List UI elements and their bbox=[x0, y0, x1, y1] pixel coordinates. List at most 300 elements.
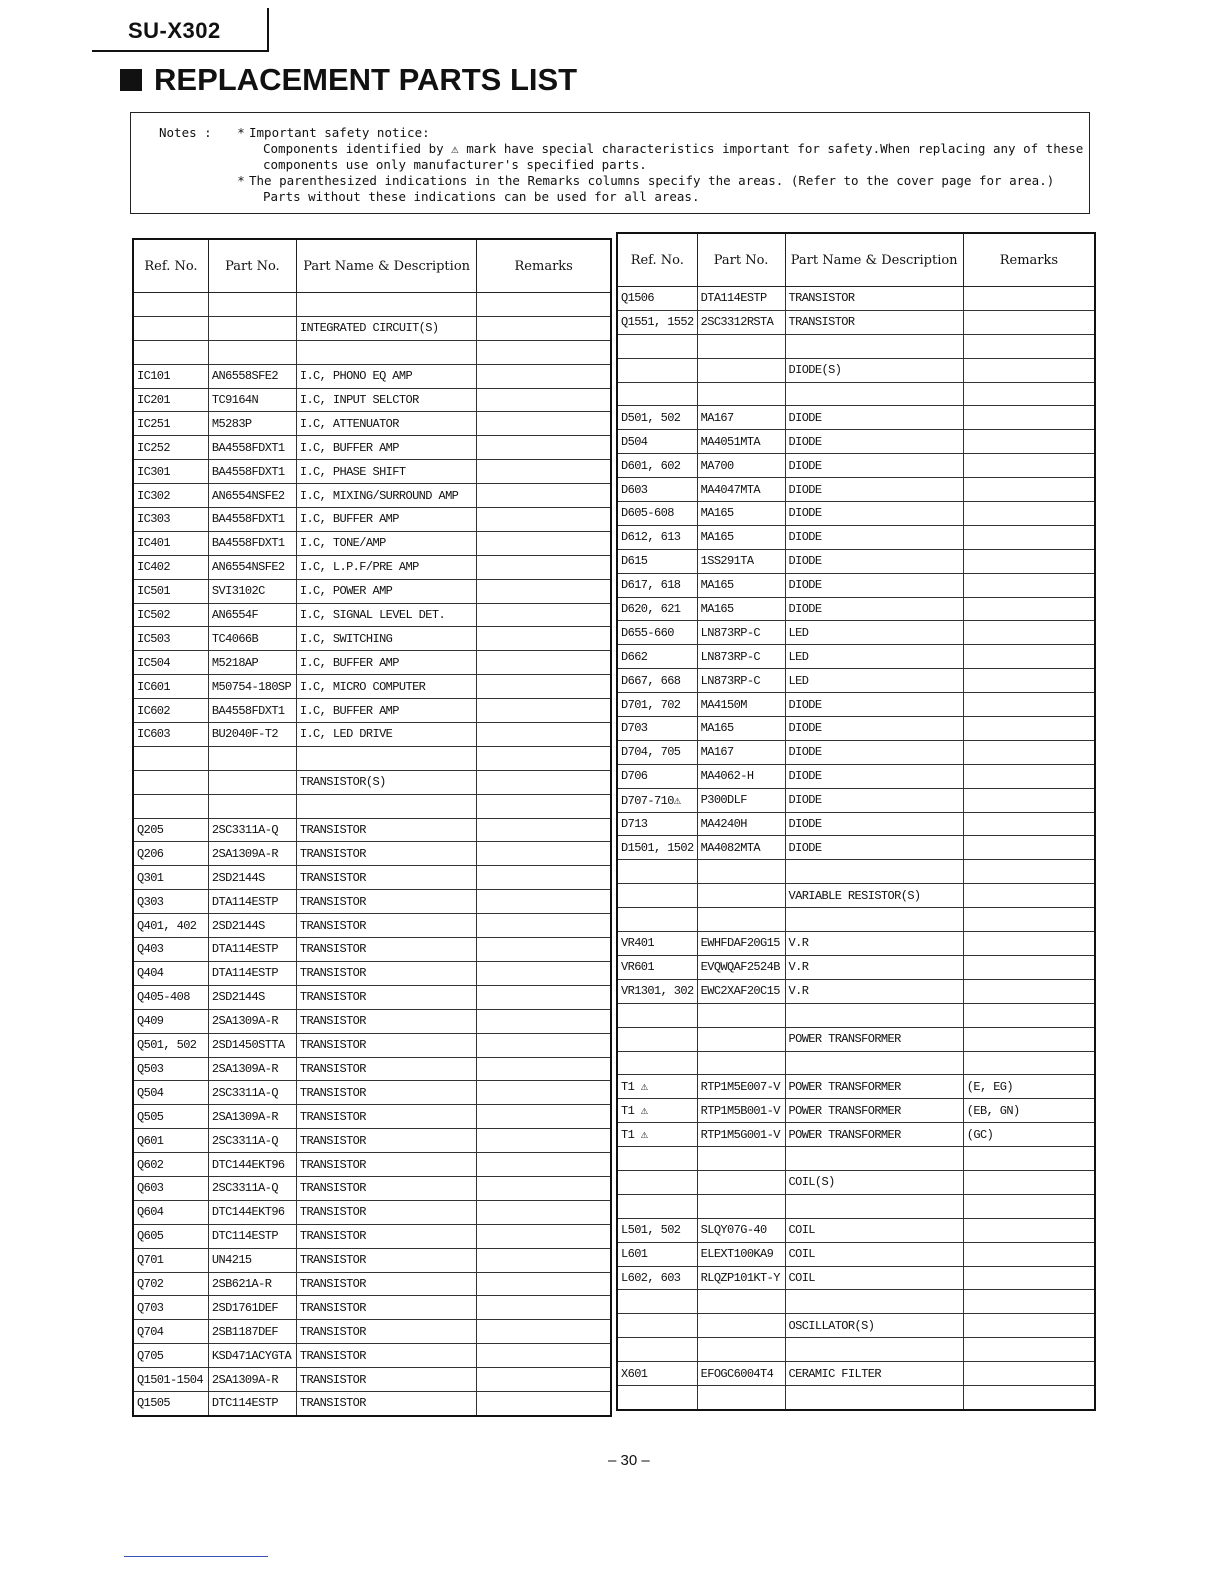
ref-no-cell: Q401, 402 bbox=[133, 914, 208, 938]
ref-no-cell bbox=[617, 1170, 697, 1194]
table-row bbox=[617, 1266, 1095, 1290]
table-row bbox=[133, 1296, 611, 1320]
part-no-cell bbox=[208, 340, 296, 364]
table-row bbox=[617, 932, 1095, 956]
remarks-cell bbox=[477, 746, 611, 770]
part-name-cell: TRANSISTOR bbox=[296, 1344, 477, 1368]
table-row bbox=[617, 454, 1095, 478]
ref-no-cell: Q1501-1504 bbox=[133, 1368, 208, 1392]
part-name-cell: LED bbox=[785, 645, 963, 669]
table-row bbox=[617, 669, 1095, 693]
part-name-cell bbox=[296, 293, 477, 317]
part-no-cell: MA4150M bbox=[697, 693, 785, 717]
table-row bbox=[617, 478, 1095, 502]
part-name-cell: I.C, BUFFER AMP bbox=[296, 508, 477, 532]
part-no-cell bbox=[697, 1338, 785, 1362]
part-no-cell bbox=[697, 1051, 785, 1075]
part-no-cell bbox=[208, 746, 296, 770]
table-row bbox=[617, 358, 1095, 382]
ref-no-cell: D667, 668 bbox=[617, 669, 697, 693]
part-no-cell bbox=[697, 1027, 785, 1051]
remarks-cell bbox=[477, 1391, 611, 1415]
remarks-cell bbox=[963, 287, 1095, 311]
page-title bbox=[120, 62, 577, 98]
ref-no-cell: Q206 bbox=[133, 842, 208, 866]
ref-no-cell: IC301 bbox=[133, 460, 208, 484]
ref-no-cell bbox=[617, 1027, 697, 1051]
ref-no-cell: D1501, 1502 bbox=[617, 836, 697, 860]
part-name-cell: I.C, PHASE SHIFT bbox=[296, 460, 477, 484]
remarks-cell bbox=[477, 1272, 611, 1296]
part-no-cell bbox=[697, 860, 785, 884]
ref-no-cell: T1 ⚠ bbox=[617, 1099, 697, 1123]
ref-no-cell bbox=[133, 293, 208, 317]
remarks-cell bbox=[477, 1153, 611, 1177]
part-no-cell bbox=[697, 334, 785, 358]
remarks-cell bbox=[963, 1266, 1095, 1290]
part-no-cell bbox=[697, 1170, 785, 1194]
part-name-cell: TRANSISTOR bbox=[296, 1153, 477, 1177]
table-row bbox=[617, 740, 1095, 764]
part-name-cell: LED bbox=[785, 669, 963, 693]
remarks-cell bbox=[963, 597, 1095, 621]
part-name-cell: TRANSISTOR bbox=[296, 1391, 477, 1415]
part-name-cell: TRANSISTOR bbox=[296, 1320, 477, 1344]
ref-no-cell: D615 bbox=[617, 549, 697, 573]
part-no-cell bbox=[208, 316, 296, 340]
remarks-cell bbox=[963, 764, 1095, 788]
part-name-cell: TRANSISTOR bbox=[296, 961, 477, 985]
ref-no-cell bbox=[617, 382, 697, 406]
ref-no-cell: D703 bbox=[617, 717, 697, 741]
part-name-cell bbox=[785, 1003, 963, 1027]
ref-no-cell: Q704 bbox=[133, 1320, 208, 1344]
remarks-cell bbox=[477, 1009, 611, 1033]
part-no-cell: MA4082MTA bbox=[697, 836, 785, 860]
remarks-cell bbox=[963, 310, 1095, 334]
part-no-cell: AN6558SFE2 bbox=[208, 364, 296, 388]
header-remarks: Remarks bbox=[963, 233, 1095, 287]
ref-no-cell: Q1551, 1552 bbox=[617, 310, 697, 334]
remarks-cell bbox=[963, 836, 1095, 860]
remarks-cell bbox=[963, 1338, 1095, 1362]
remarks-cell bbox=[963, 478, 1095, 502]
part-no-cell: MA167 bbox=[697, 740, 785, 764]
ref-no-cell bbox=[617, 1051, 697, 1075]
ref-no-cell bbox=[133, 770, 208, 794]
part-no-cell: MA700 bbox=[697, 454, 785, 478]
part-no-cell: TC9164N bbox=[208, 388, 296, 412]
ref-no-cell bbox=[617, 358, 697, 382]
part-no-cell: RTP1M5B001-V bbox=[697, 1099, 785, 1123]
table-row bbox=[133, 508, 611, 532]
ref-no-cell: VR401 bbox=[617, 932, 697, 956]
table-row bbox=[617, 812, 1095, 836]
ref-no-cell: Q703 bbox=[133, 1296, 208, 1320]
ref-no-cell: Q605 bbox=[133, 1224, 208, 1248]
ref-no-cell: IC251 bbox=[133, 412, 208, 436]
part-name-cell: I.C, MIXING/SURROUND AMP bbox=[296, 484, 477, 508]
table-row bbox=[617, 1170, 1095, 1194]
table-row bbox=[617, 1218, 1095, 1242]
ref-no-cell: Q601 bbox=[133, 1129, 208, 1153]
remarks-cell bbox=[963, 1147, 1095, 1171]
table-row bbox=[133, 1391, 611, 1415]
table-row bbox=[617, 860, 1095, 884]
part-no-cell: DTA114ESTP bbox=[697, 287, 785, 311]
part-no-cell bbox=[697, 382, 785, 406]
part-name-cell: TRANSISTOR bbox=[785, 287, 963, 311]
table-row bbox=[617, 287, 1095, 311]
remarks-cell bbox=[477, 866, 611, 890]
table-row bbox=[617, 382, 1095, 406]
part-name-cell: I.C, PHONO EQ AMP bbox=[296, 364, 477, 388]
part-name-cell: TRANSISTOR bbox=[296, 1057, 477, 1081]
remarks-cell bbox=[477, 603, 611, 627]
table-row bbox=[133, 484, 611, 508]
part-no-cell: 2SD1450STTA bbox=[208, 1033, 296, 1057]
ref-no-cell: D713 bbox=[617, 812, 697, 836]
part-name-cell bbox=[785, 1290, 963, 1314]
ref-no-cell bbox=[617, 1003, 697, 1027]
part-no-cell: MA4051MTA bbox=[697, 430, 785, 454]
part-no-cell: EFOGC6004T4 bbox=[697, 1362, 785, 1386]
part-no-cell: AN6554NSFE2 bbox=[208, 484, 296, 508]
table-row bbox=[133, 1105, 611, 1129]
part-name-cell: TRANSISTOR bbox=[296, 866, 477, 890]
table-row bbox=[133, 555, 611, 579]
ref-no-cell bbox=[617, 1338, 697, 1362]
remarks-cell bbox=[477, 890, 611, 914]
remarks-cell bbox=[477, 364, 611, 388]
ref-no-cell: Q505 bbox=[133, 1105, 208, 1129]
remarks-cell: (E, EG) bbox=[963, 1075, 1095, 1099]
table-row bbox=[133, 412, 611, 436]
table-row bbox=[617, 1385, 1095, 1409]
ref-no-cell: Q405-408 bbox=[133, 985, 208, 1009]
part-no-cell: MA4062-H bbox=[697, 764, 785, 788]
remarks-cell bbox=[477, 412, 611, 436]
part-no-cell: 2SC3311A-Q bbox=[208, 1081, 296, 1105]
part-name-cell: POWER TRANSFORMER bbox=[785, 1027, 963, 1051]
table-row bbox=[133, 1129, 611, 1153]
part-no-cell: MA4047MTA bbox=[697, 478, 785, 502]
part-name-cell: I.C, SIGNAL LEVEL DET. bbox=[296, 603, 477, 627]
ref-no-cell bbox=[133, 316, 208, 340]
ref-no-cell: IC252 bbox=[133, 436, 208, 460]
part-no-cell: 2SA1309A-R bbox=[208, 1368, 296, 1392]
remarks-cell bbox=[963, 788, 1095, 812]
part-name-cell: TRANSISTOR bbox=[296, 1272, 477, 1296]
ref-no-cell bbox=[617, 1194, 697, 1218]
parts-table-right bbox=[616, 232, 1096, 1411]
part-no-cell: UN4215 bbox=[208, 1248, 296, 1272]
part-no-cell bbox=[208, 794, 296, 818]
table-row bbox=[133, 603, 611, 627]
remarks-cell bbox=[963, 525, 1095, 549]
ref-no-cell: D617, 618 bbox=[617, 573, 697, 597]
table-row bbox=[133, 699, 611, 723]
table-row bbox=[617, 1099, 1095, 1123]
remarks-cell bbox=[963, 645, 1095, 669]
part-name-cell bbox=[296, 340, 477, 364]
part-name-cell: DIODE bbox=[785, 788, 963, 812]
ref-no-cell: IC502 bbox=[133, 603, 208, 627]
remarks-cell bbox=[477, 914, 611, 938]
part-name-cell: I.C, INPUT SELCTOR bbox=[296, 388, 477, 412]
ref-no-cell: D620, 621 bbox=[617, 597, 697, 621]
part-name-cell: TRANSISTOR bbox=[296, 914, 477, 938]
model-number: SU-X302 bbox=[128, 18, 221, 43]
ref-no-cell: X601 bbox=[617, 1362, 697, 1386]
remarks-cell bbox=[477, 460, 611, 484]
ref-no-cell: IC402 bbox=[133, 555, 208, 579]
ref-no-cell: Q504 bbox=[133, 1081, 208, 1105]
part-no-cell: LN873RP-C bbox=[697, 669, 785, 693]
part-name-cell: POWER TRANSFORMER bbox=[785, 1123, 963, 1147]
notes-line-2: Components identified by ⚠ mark have special characteristics important for safety.When replacing any of these bbox=[263, 141, 1084, 156]
page-number: – 30 – bbox=[608, 1452, 650, 1469]
header-part-name: Part Name & Description bbox=[785, 233, 963, 287]
table-row bbox=[617, 1242, 1095, 1266]
remarks-cell bbox=[963, 358, 1095, 382]
part-no-cell: MA165 bbox=[697, 717, 785, 741]
table-row bbox=[133, 1057, 611, 1081]
remarks-cell bbox=[477, 340, 611, 364]
part-name-cell: DIODE bbox=[785, 836, 963, 860]
ref-no-cell: Q205 bbox=[133, 818, 208, 842]
remarks-cell bbox=[477, 316, 611, 340]
table-row bbox=[617, 430, 1095, 454]
part-name-cell: TRANSISTOR bbox=[296, 890, 477, 914]
ref-no-cell: IC503 bbox=[133, 627, 208, 651]
part-no-cell bbox=[697, 884, 785, 908]
part-no-cell: 2SB621A-R bbox=[208, 1272, 296, 1296]
table-row bbox=[133, 1368, 611, 1392]
remarks-cell bbox=[477, 508, 611, 532]
remarks-cell bbox=[477, 388, 611, 412]
part-no-cell: MA167 bbox=[697, 406, 785, 430]
table-row bbox=[133, 746, 611, 770]
remarks-cell bbox=[963, 573, 1095, 597]
part-no-cell: 2SA1309A-R bbox=[208, 1105, 296, 1129]
remarks-cell bbox=[477, 1105, 611, 1129]
part-name-cell: DIODE(S) bbox=[785, 358, 963, 382]
table-row bbox=[617, 621, 1095, 645]
part-name-cell: TRANSISTOR(S) bbox=[296, 770, 477, 794]
remarks-cell bbox=[963, 1051, 1095, 1075]
header-part-name: Part Name & Description bbox=[296, 239, 477, 293]
table-row bbox=[133, 985, 611, 1009]
part-name-cell: I.C, ATTENUATOR bbox=[296, 412, 477, 436]
table-row bbox=[133, 1009, 611, 1033]
remarks-cell bbox=[477, 818, 611, 842]
ref-no-cell: VR601 bbox=[617, 955, 697, 979]
ref-no-cell: Q404 bbox=[133, 961, 208, 985]
part-name-cell: I.C, LED DRIVE bbox=[296, 723, 477, 747]
part-name-cell: TRANSISTOR bbox=[296, 1129, 477, 1153]
part-name-cell: DIODE bbox=[785, 525, 963, 549]
part-name-cell: DIODE bbox=[785, 549, 963, 573]
table-row bbox=[133, 1224, 611, 1248]
ref-no-cell: IC302 bbox=[133, 484, 208, 508]
table-row bbox=[133, 1200, 611, 1224]
part-name-cell: TRANSISTOR bbox=[296, 938, 477, 962]
remarks-cell bbox=[477, 1224, 611, 1248]
ref-no-cell bbox=[617, 908, 697, 932]
table-row bbox=[617, 955, 1095, 979]
remarks-cell: (GC) bbox=[963, 1123, 1095, 1147]
remarks-cell bbox=[963, 1027, 1095, 1051]
table-row bbox=[617, 597, 1095, 621]
table-row bbox=[617, 549, 1095, 573]
part-name-cell: INTEGRATED CIRCUIT(S) bbox=[296, 316, 477, 340]
ref-no-cell: D704, 705 bbox=[617, 740, 697, 764]
part-name-cell: V.R bbox=[785, 979, 963, 1003]
part-name-cell: TRANSISTOR bbox=[296, 1009, 477, 1033]
remarks-cell bbox=[477, 627, 611, 651]
ref-no-cell: D601, 602 bbox=[617, 454, 697, 478]
table-row bbox=[617, 334, 1095, 358]
remarks-cell bbox=[963, 955, 1095, 979]
ref-no-cell: Q1505 bbox=[133, 1391, 208, 1415]
ref-no-cell: Q702 bbox=[133, 1272, 208, 1296]
part-no-cell: LN873RP-C bbox=[697, 621, 785, 645]
ref-no-cell: L501, 502 bbox=[617, 1218, 697, 1242]
ref-no-cell: IC603 bbox=[133, 723, 208, 747]
part-no-cell: DTC144EKT96 bbox=[208, 1153, 296, 1177]
remarks-cell: (EB, GN) bbox=[963, 1099, 1095, 1123]
part-no-cell: M50754-180SP bbox=[208, 675, 296, 699]
table-row bbox=[133, 1344, 611, 1368]
table-row bbox=[617, 645, 1095, 669]
remarks-cell bbox=[477, 1248, 611, 1272]
remarks-cell bbox=[477, 293, 611, 317]
part-name-cell bbox=[785, 1147, 963, 1171]
table-row bbox=[133, 723, 611, 747]
part-no-cell: 2SB1187DEF bbox=[208, 1320, 296, 1344]
remarks-cell bbox=[477, 484, 611, 508]
remarks-cell bbox=[477, 1368, 611, 1392]
part-no-cell: RTP1M5E007-V bbox=[697, 1075, 785, 1099]
table-row bbox=[617, 788, 1095, 812]
ref-no-cell: D662 bbox=[617, 645, 697, 669]
part-no-cell: 2SC3311A-Q bbox=[208, 1176, 296, 1200]
table-row bbox=[617, 1290, 1095, 1314]
part-name-cell: VARIABLE RESISTOR(S) bbox=[785, 884, 963, 908]
table-row bbox=[133, 961, 611, 985]
part-no-cell: 2SD2144S bbox=[208, 985, 296, 1009]
part-name-cell: TRANSISTOR bbox=[296, 1176, 477, 1200]
parts-table-left bbox=[132, 238, 612, 1417]
part-no-cell: 2SD2144S bbox=[208, 914, 296, 938]
remarks-cell bbox=[963, 717, 1095, 741]
ref-no-cell: IC303 bbox=[133, 508, 208, 532]
remarks-cell bbox=[963, 502, 1095, 526]
table-row bbox=[617, 979, 1095, 1003]
part-name-cell: I.C, L.P.F/PRE AMP bbox=[296, 555, 477, 579]
ref-no-cell: Q403 bbox=[133, 938, 208, 962]
part-name-cell bbox=[785, 1338, 963, 1362]
part-name-cell: POWER TRANSFORMER bbox=[785, 1075, 963, 1099]
ref-no-cell: IC201 bbox=[133, 388, 208, 412]
ref-no-cell bbox=[617, 1385, 697, 1409]
table-row bbox=[617, 1003, 1095, 1027]
part-no-cell: 2SA1309A-R bbox=[208, 1057, 296, 1081]
table-row bbox=[133, 627, 611, 651]
part-name-cell: COIL bbox=[785, 1242, 963, 1266]
table-row bbox=[133, 1153, 611, 1177]
ref-no-cell: D501, 502 bbox=[617, 406, 697, 430]
notes-line-5: Parts without these indications can be used for all areas. bbox=[263, 189, 700, 204]
part-name-cell bbox=[785, 334, 963, 358]
part-name-cell: V.R bbox=[785, 932, 963, 956]
part-name-cell: TRANSISTOR bbox=[296, 1224, 477, 1248]
table-row bbox=[133, 1272, 611, 1296]
table-row bbox=[133, 1176, 611, 1200]
part-name-cell: TRANSISTOR bbox=[296, 1033, 477, 1057]
part-no-cell: KSD471ACYGTA bbox=[208, 1344, 296, 1368]
notes-bullet-2: * bbox=[237, 173, 245, 188]
part-no-cell: TC4066B bbox=[208, 627, 296, 651]
remarks-cell bbox=[963, 669, 1095, 693]
part-name-cell: DIODE bbox=[785, 693, 963, 717]
part-no-cell: LN873RP-C bbox=[697, 645, 785, 669]
table-row bbox=[133, 651, 611, 675]
ref-no-cell bbox=[617, 1314, 697, 1338]
part-no-cell: M5218AP bbox=[208, 651, 296, 675]
table-row bbox=[617, 1338, 1095, 1362]
part-no-cell: 2SD1761DEF bbox=[208, 1296, 296, 1320]
header-remarks: Remarks bbox=[477, 239, 611, 293]
table-row bbox=[133, 770, 611, 794]
remarks-cell bbox=[963, 884, 1095, 908]
remarks-cell bbox=[963, 1194, 1095, 1218]
ref-no-cell: IC504 bbox=[133, 651, 208, 675]
part-no-cell: P300DLF bbox=[697, 788, 785, 812]
part-name-cell: DIODE bbox=[785, 812, 963, 836]
part-no-cell: 2SD2144S bbox=[208, 866, 296, 890]
part-name-cell: DIODE bbox=[785, 454, 963, 478]
part-name-cell: I.C, BUFFER AMP bbox=[296, 651, 477, 675]
part-no-cell: SLQY07G-40 bbox=[697, 1218, 785, 1242]
header-ref-no: Ref. No. bbox=[133, 239, 208, 293]
part-name-cell bbox=[296, 794, 477, 818]
remarks-cell bbox=[963, 406, 1095, 430]
remarks-cell bbox=[963, 932, 1095, 956]
table-row bbox=[133, 388, 611, 412]
part-name-cell: V.R bbox=[785, 955, 963, 979]
part-name-cell: DIODE bbox=[785, 764, 963, 788]
page-title-text: REPLACEMENT PARTS LIST bbox=[154, 62, 578, 97]
table-row bbox=[617, 908, 1095, 932]
table-row bbox=[617, 1027, 1095, 1051]
ref-no-cell: D707-710⚠ bbox=[617, 788, 697, 812]
ref-no-cell: Q1506 bbox=[617, 287, 697, 311]
remarks-cell bbox=[477, 1296, 611, 1320]
ref-no-cell: IC101 bbox=[133, 364, 208, 388]
part-name-cell: DIODE bbox=[785, 406, 963, 430]
notes-line-4: The parenthesized indications in the Remarks columns specify the areas. (Refer to the cover page for area.) bbox=[249, 173, 1055, 188]
part-no-cell: DTA114ESTP bbox=[208, 938, 296, 962]
part-name-cell: TRANSISTOR bbox=[296, 1200, 477, 1224]
table-row bbox=[133, 890, 611, 914]
part-no-cell: DTC114ESTP bbox=[208, 1391, 296, 1415]
part-no-cell: DTA114ESTP bbox=[208, 890, 296, 914]
part-name-cell: DIODE bbox=[785, 717, 963, 741]
ref-no-cell: D603 bbox=[617, 478, 697, 502]
header-ref-no: Ref. No. bbox=[617, 233, 697, 287]
